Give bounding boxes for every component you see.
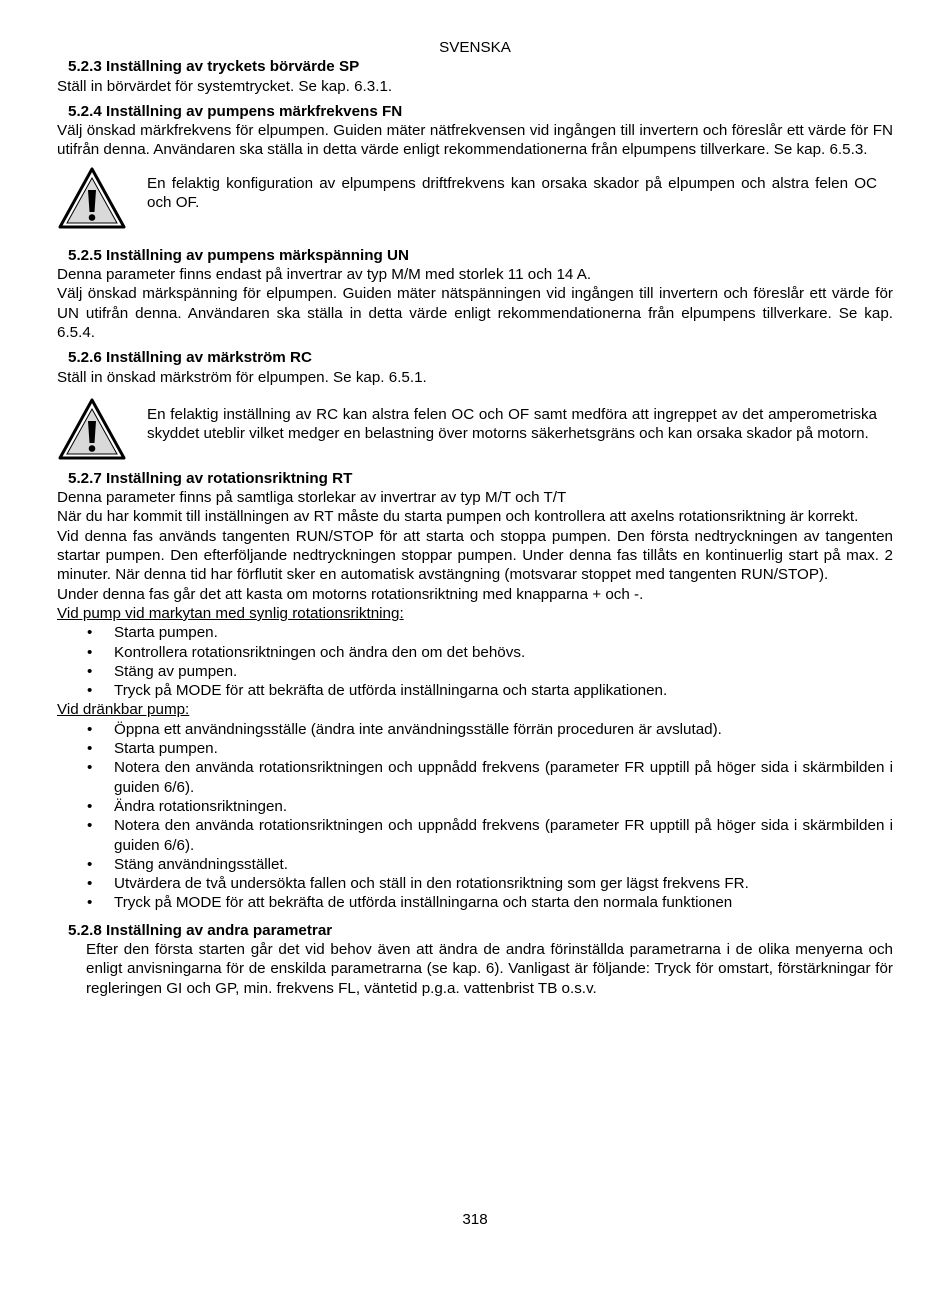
section-5-2-8-text: Efter den första starten går det vid behov även att ändra de andra förinställda parametrarna i de olika menyerna och enligt anvisningarna för de enskilda parametrarna (se kap. 6). Vanligast är följande: Tryck för omstart, förstärkningar för regleringen GI och GP, min. frekvens FL, väntetid p.g.a. vattenbrist TB o.s.v. (86, 940, 893, 997)
warning-triangle-icon (57, 397, 127, 461)
warning-block-rc (57, 405, 893, 461)
submersible-pump-steps (57, 720, 893, 913)
section-5-2-7-p3: Under denna fas går det att kasta om motorns rotationsriktning med knapparna + och -. (57, 585, 644, 603)
section-5-2-3-text: Ställ in börvärdet för systemtrycket. Se kap. 6.3.1. (57, 77, 393, 95)
list-item: • Notera den använda rotationsriktningen och uppnådd frekvens (parameter FR upptill på höger sida i skärmbilden i guiden 6/6). (57, 758, 893, 797)
section-5-2-4-title: 5.2.4 Inställning av pumpens märkfrekvens FN (68, 102, 403, 120)
warning-text-fn: En felaktig konfiguration av elpumpens driftfrekvens kan orsaka skador på elpumpen och alstra felen OC och OF. (147, 174, 877, 212)
list-item: • Tryck på MODE för att bekräfta de utförda inställningarna och starta den normala funktionen (57, 893, 893, 912)
list-item: • Stäng användningsstället. (57, 855, 893, 874)
list-item: • Stäng av pumpen. (57, 662, 893, 681)
section-5-2-5-line1: Denna parameter finns endast på invertrar av typ M/M med storlek 11 och 14 A. (57, 266, 592, 284)
list-item: • Tryck på MODE för att bekräfta de utförda inställningarna och starta applikationen. (57, 681, 893, 700)
submersible-pump-heading: Vid dränkbar pump: (57, 701, 190, 719)
section-5-2-8-title: 5.2.8 Inställning av andra parametrar (68, 921, 333, 939)
section-5-2-7-p2: Vid denna fas används tangenten RUN/STOP för att starta och stoppa pumpen. Den första nedtryckningen av tangenten startar pumpen. Den efterföljande nedtryckningen stoppar pumpen. Under denna fas tillåts en kontinuerlig start på max. 2 minuter. När denna tid har förflutit sker en automatisk avstängning (motsvarar stoppet med tangenten RUN/STOP). (57, 527, 893, 584)
list-item: • Kontrollera rotationsriktningen och ändra den om det behövs. (57, 643, 893, 662)
list-item: • Starta pumpen. (57, 623, 893, 642)
list-item: • Notera den använda rotationsriktningen och uppnådd frekvens (parameter FR upptill på höger sida i skärmbilden i guiden 6/6). (57, 816, 893, 855)
warning-triangle-icon (57, 166, 127, 230)
section-5-2-3-title: 5.2.3 Inställning av tryckets börvärde SP (68, 58, 360, 76)
page-number: 318 (462, 1211, 488, 1228)
section-5-2-4-text: Välj önskad märkfrekvens för elpumpen. Guiden mäter nätfrekvensen vid ingången till invertern och föreslår ett värde för FN utifrån denna. Användaren ska ställa in detta värde enligt rekommendationerna från elpumpens tillverkare. Se kap. 6.5.3. (57, 122, 893, 159)
list-item: • Ändra rotationsriktningen. (57, 797, 893, 816)
list-item: • Öppna ett användningsställe (ändra inte användningsställe förrän proceduren är avslutad). (57, 720, 893, 739)
surface-pump-steps (57, 623, 893, 700)
warning-text-rc: En felaktig inställning av RC kan alstra felen OC och OF samt medföra att ingreppet av det amperometriska skyddet uteblir vilket medger en belastning över motorns säkerhetsgräns och kan orsaka skador på motorn. (147, 405, 877, 443)
manual-page (57, 38, 893, 998)
language-header: SVENSKA (439, 39, 511, 56)
list-item: • Starta pumpen. (57, 739, 893, 758)
section-5-2-6-text: Ställ in önskad märkström för elpumpen. Se kap. 6.5.1. (57, 368, 427, 386)
section-5-2-7-p1: När du har kommit till inställningen av RT måste du starta pumpen och kontrollera att axelns rotationsriktning är korrekt. (57, 508, 859, 526)
section-5-2-6-title: 5.2.6 Inställning av märkström RC (68, 349, 312, 367)
section-5-2-5-text: Välj önskad märkspänning för elpumpen. Guiden mäter nätspänningen vid ingången till invertern och föreslår ett värde för UN utifrån denna. Användaren ska ställa in detta värde enligt rekommendationerna från elpumpens tillverkare. Se kap. 6.5.4. (57, 285, 893, 341)
section-5-2-5-title: 5.2.5 Inställning av pumpens märkspänning UN (68, 246, 409, 264)
surface-pump-heading: Vid pump vid markytan med synlig rotationsriktning: (57, 604, 404, 622)
section-5-2-7-line1: Denna parameter finns på samtliga storlekar av invertrar av typ M/T och T/T (57, 489, 567, 507)
warning-block-fn (57, 174, 893, 230)
list-item: • Utvärdera de två undersökta fallen och ställ in den rotationsriktning som ger lägst frekvens FR. (57, 874, 893, 893)
section-5-2-7-title: 5.2.7 Inställning av rotationsriktning RT (68, 469, 353, 487)
